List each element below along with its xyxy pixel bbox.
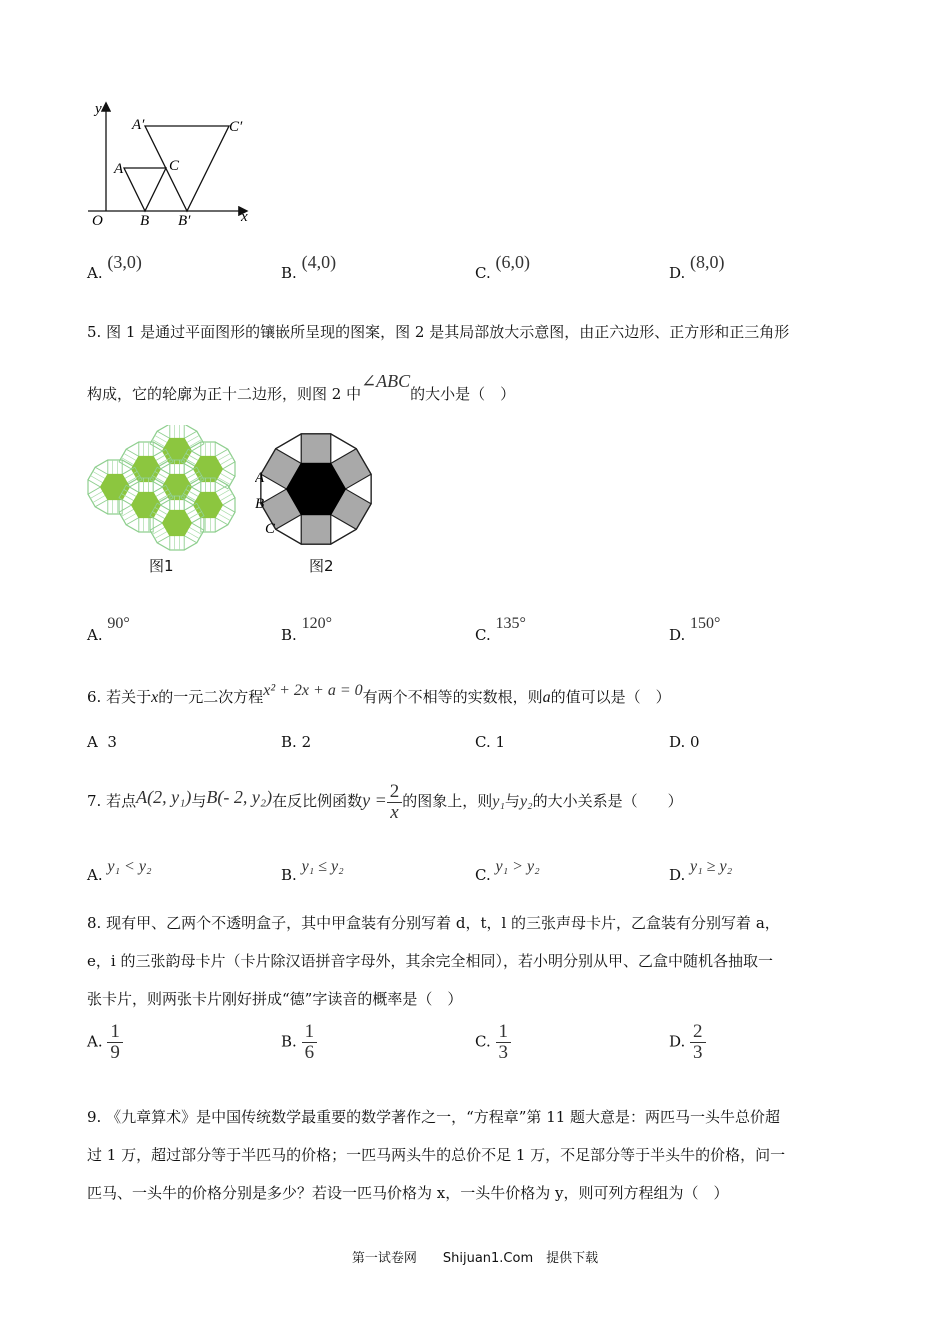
q5-fig2-label-b: B [255,496,265,512]
q9-question-line1: 9. 《九章算术》是中国传统数学最重要的数学著作之一，“方程章”第 11 题大意是：两匹马一头牛总价超 [87,1108,781,1126]
q5-option-c: C. 135° [475,615,526,644]
q5-option-b: B. 120° [281,615,332,644]
q5-dodecagon-figure [255,432,380,547]
q5-option-d: D. 150° [669,615,721,644]
q4-label-c: C [169,158,180,174]
q4-option-a: A. (3,0) [87,252,142,282]
q4-option-d: D. (8,0) [669,252,725,282]
q4-label-a-prime: A′ [132,117,145,133]
q5-question-line2: 构成，它的轮廓为正十二边形，则图 2 中∠ABC的大小是（ ） [87,371,516,403]
q8-option-c: C. $\frac{1}{3}$ [475,1022,511,1063]
q8-option-d: D. $\frac{2}{3}$ [669,1022,706,1063]
q5-fig1-caption: 图1 [149,557,174,575]
q4-triangle-figure [86,98,256,233]
q4-label-y: y [95,101,102,117]
q5-question-line1: 5. 图 1 是通过平面图形的镶嵌所呈现的图案，图 2 是其局部放大示意图，由正六边形、正方形和正三角形 [87,323,790,341]
q8-question-line1: 8. 现有甲、乙两个不透明盒子，其中甲盒装有分别写着 d，t，l 的三张声母卡片，乙盒装有分别写着 a， [87,914,780,932]
q5-fig2-caption: 图2 [309,557,334,575]
q8-option-a: A. $\frac{1}{9}$ [87,1022,123,1063]
q7-option-d: D. y₁ ≥ y₂ [669,858,733,884]
q9-question-line2: 过 1 万，超过部分等于半匹马的价格；一匹马两头牛的总价不足 1 万，不足部分等于半头牛的价格，问一 [87,1146,786,1164]
page-footer: 第一试卷网 Shijuan1.Com 提供下载 [351,1251,599,1266]
q4-label-o: O [92,213,103,229]
q6-option-b: B. 2 [281,733,312,751]
q6-option-d: D. 0 [669,733,700,751]
q4-option-c: C. (6,0) [475,252,530,282]
q4-label-b: B [140,213,150,229]
q4-label-x: x [241,209,248,225]
q9-question-line3: 匹马、一头牛的价格分别是多少？若设一匹马价格为 x，一头牛价格为 y，则可列方程组为（ ） [87,1184,729,1202]
square-tile [301,515,331,545]
q5-fig2-label-c: C [265,521,276,537]
q7-option-a: A. y₁ < y₂ [87,858,152,884]
q5-tessellation-figure [87,425,239,551]
q6-option-c: C. 1 [475,733,506,751]
q4-label-c-prime: C′ [229,119,243,135]
q8-question-line2: e，i 的三张韵母卡片（卡片除汉语拼音字母外，其余完全相同），若小明分别从甲、乙盒中随机各抽取一 [87,952,773,970]
q4-label-b-prime: B′ [178,213,191,229]
q5-fig2-label-a: A [255,470,265,486]
q8-question-line3: 张卡片，则两张卡片刚好拼成“德”字读音的概率是（ ） [87,990,463,1008]
q7-question: 7. 若点A(2, y₁)与B(- 2, y₂)在反比例函数y = $\frac{2}{x}$ 的图象上，则y₁与y₂的大小关系是（ ） [87,780,683,823]
q7-option-b: B. y₁ ≤ y₂ [281,858,344,884]
q6-option-a: A 3 [87,733,117,751]
q5-option-a: A. 90° [87,615,130,644]
square-tile [301,434,331,464]
q7-option-c: C. y₁ > y₂ [475,858,540,884]
q4-label-a: A [114,161,124,177]
q4-option-b: B. (4,0) [281,252,337,282]
q8-option-b: B. $\frac{1}{6}$ [281,1022,317,1063]
q6-question: 6. 若关于x的一元二次方程x² + 2x + a = 0有两个不相等的实数根，则a的值可以是（ ） [87,682,671,706]
